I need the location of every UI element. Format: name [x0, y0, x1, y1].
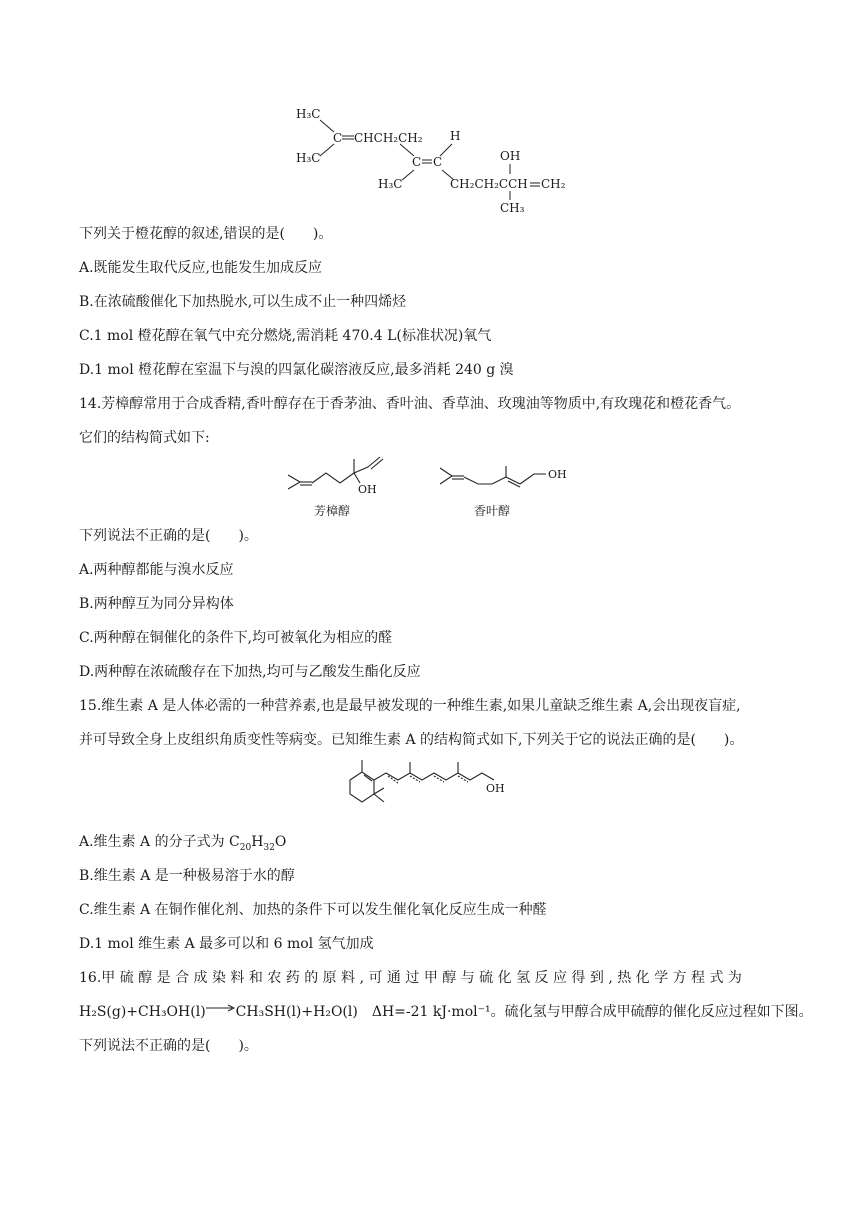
q15-option-b: B.维生素 A 是一种极易溶于水的醇	[79, 868, 295, 884]
q16-stem: 下列说法不正确的是( )。	[79, 1038, 258, 1054]
struct-label: C	[433, 155, 443, 169]
struct-label: C	[412, 155, 422, 169]
geraniol-name: 香叶醇	[474, 504, 511, 518]
nerolidol-structure	[290, 100, 580, 215]
vitamin-a-structure	[340, 756, 520, 810]
q13-option-a: A.既能发生取代反应,也能发生加成反应	[79, 260, 323, 276]
q14-intro-line1: 14.芳樟醇常用于合成香精,香叶醇存在于香茅油、香叶油、香草油、玫瑰油等物质中,有玫瑰花和橙花香气。	[79, 396, 741, 412]
geraniol-structure	[436, 460, 586, 520]
q15-intro-line1: 15.维生素 A 是人体必需的一种营养素,也是最早被发现的一种维生素,如果儿童缺乏维生素 A,会出现夜盲症,	[79, 698, 741, 714]
equation-reactants: H₂S(g)+CH₃OH(l)	[79, 1004, 206, 1020]
reaction-arrow-icon	[206, 998, 236, 1018]
vitamin-a-oh-label: OH	[486, 782, 505, 795]
q14-option-c: C.两种醇在铜催化的条件下,均可被氧化为相应的醛	[79, 630, 393, 646]
q13-option-d: D.1 mol 橙花醇在室温下与溴的四氯化碳溶液反应,最多消耗 240 g 溴	[79, 362, 514, 378]
struct-label: H₃C	[378, 177, 403, 191]
struct-label: H	[450, 129, 461, 143]
equation-enthalpy: ΔH=-21 kJ·mol⁻¹	[371, 1004, 491, 1020]
equation-tail: 。硫化氢与甲醇合成甲硫醇的催化反应过程如下图。	[490, 1004, 813, 1020]
q15-option-c: C.维生素 A 在铜作催化剂、加热的条件下可以发生催化氧化反应生成一种醛	[79, 902, 547, 918]
q14-stem: 下列说法不正确的是( )。	[79, 528, 258, 544]
struct-label: CH₃	[500, 201, 525, 215]
q14-option-d: D.两种醇在浓硫酸存在下加热,均可与乙酸发生酯化反应	[79, 664, 421, 680]
q15-option-a: A.维生素 A 的分子式为 $C_{20}H_{32}O$	[79, 834, 287, 853]
equation-products: CH₃SH(l)+H₂O(l)	[235, 1004, 358, 1020]
q13-option-b: B.在浓硫酸催化下加热脱水,可以生成不止一种四烯烃	[79, 294, 407, 310]
q14-option-a: A.两种醇都能与溴水反应	[79, 562, 234, 578]
q13-option-c: C.1 mol 橙花醇在氧气中充分燃烧,需消耗 470.4 L(标准状况)氧气	[79, 328, 492, 344]
linalool-structure	[280, 455, 400, 520]
struct-label: H₃C	[296, 151, 321, 165]
linalool-name: 芳樟醇	[314, 504, 351, 518]
q14-intro-line2: 它们的结构简式如下:	[79, 430, 210, 446]
struct-label: C	[333, 131, 343, 145]
q13-stem: 下列关于橙花醇的叙述,错误的是( )。	[79, 226, 333, 242]
struct-label: CH₂	[541, 177, 566, 191]
struct-label: OH	[500, 149, 521, 163]
q16-intro-line1: 16.甲 硫 醇 是 合 成 染 料 和 农 药 的 原 料 , 可 通 过 甲 醇 与 硫 化 氢 反 应 得 到 , 热 化 学 方 程 式 为	[79, 970, 742, 986]
struct-label: CH₂CH₂CCH	[450, 177, 528, 191]
q15-intro-line2: 并可导致全身上皮组织角质变性等病变。已知维生素 A 的结构简式如下,下列关于它的说法正确的是( )。	[79, 732, 744, 748]
q16-equation	[79, 1002, 813, 1022]
linalool-oh-label: OH	[358, 483, 377, 496]
q14-option-b: B.两种醇互为同分异构体	[79, 596, 234, 612]
geraniol-oh-label: OH	[548, 468, 567, 481]
struct-label: H₃C	[296, 107, 321, 121]
q15-option-d: D.1 mol 维生素 A 最多可以和 6 mol 氢气加成	[79, 936, 374, 952]
struct-label: CHCH₂CH₂	[354, 131, 423, 145]
